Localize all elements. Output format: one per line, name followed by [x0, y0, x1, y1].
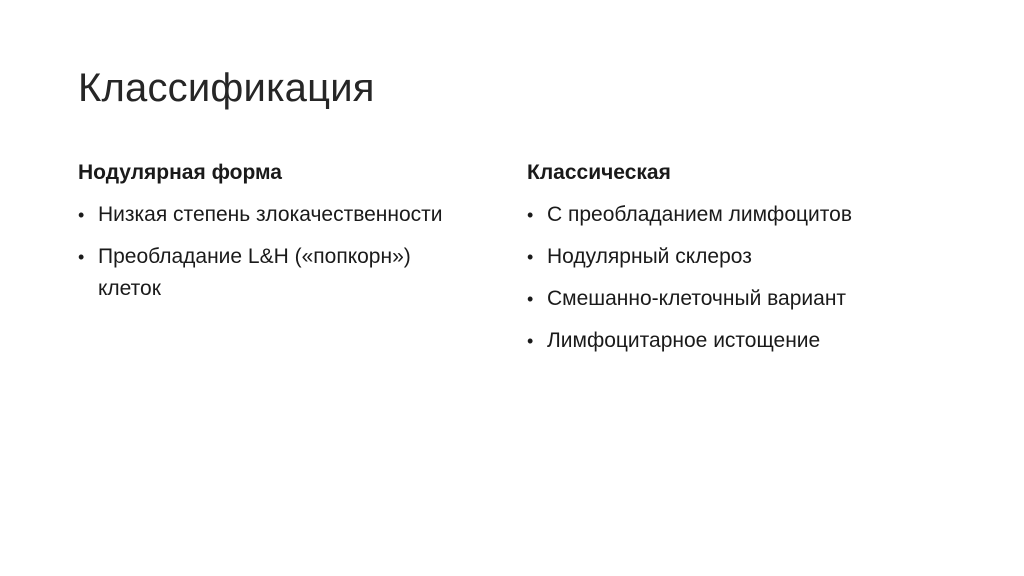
- right-bullet-list: [527, 199, 997, 357]
- list-item: [527, 241, 997, 273]
- left-column-heading: Нодулярная форма: [78, 161, 282, 184]
- slide-title: Классификация: [78, 66, 375, 110]
- list-item-text: Лимфоцитарное истощение: [547, 329, 821, 352]
- list-item-text: Смешанно-клеточный вариант: [547, 287, 847, 310]
- list-item-text: С преобладанием лимфоцитов: [547, 203, 852, 226]
- list-item: [527, 283, 997, 315]
- bullet-icon: •: [78, 247, 85, 267]
- right-column: [527, 157, 997, 367]
- list-item-text: Нодулярный склероз: [547, 245, 752, 268]
- bullet-icon: •: [78, 205, 85, 225]
- right-column-heading: Классическая: [527, 161, 671, 184]
- bullet-icon: •: [527, 247, 534, 267]
- list-item-text: Низкая степень злокачественности: [98, 203, 443, 226]
- list-item: [527, 199, 997, 231]
- left-column: [78, 157, 478, 315]
- list-item: [78, 241, 478, 305]
- list-item: [527, 325, 997, 357]
- bullet-icon: •: [527, 331, 534, 351]
- list-item: [78, 199, 478, 231]
- left-bullet-list: [78, 199, 478, 305]
- bullet-icon: •: [527, 289, 534, 309]
- bullet-icon: •: [527, 205, 534, 225]
- list-item-text: Преобладание L&H («попкорн») клеток: [98, 245, 411, 300]
